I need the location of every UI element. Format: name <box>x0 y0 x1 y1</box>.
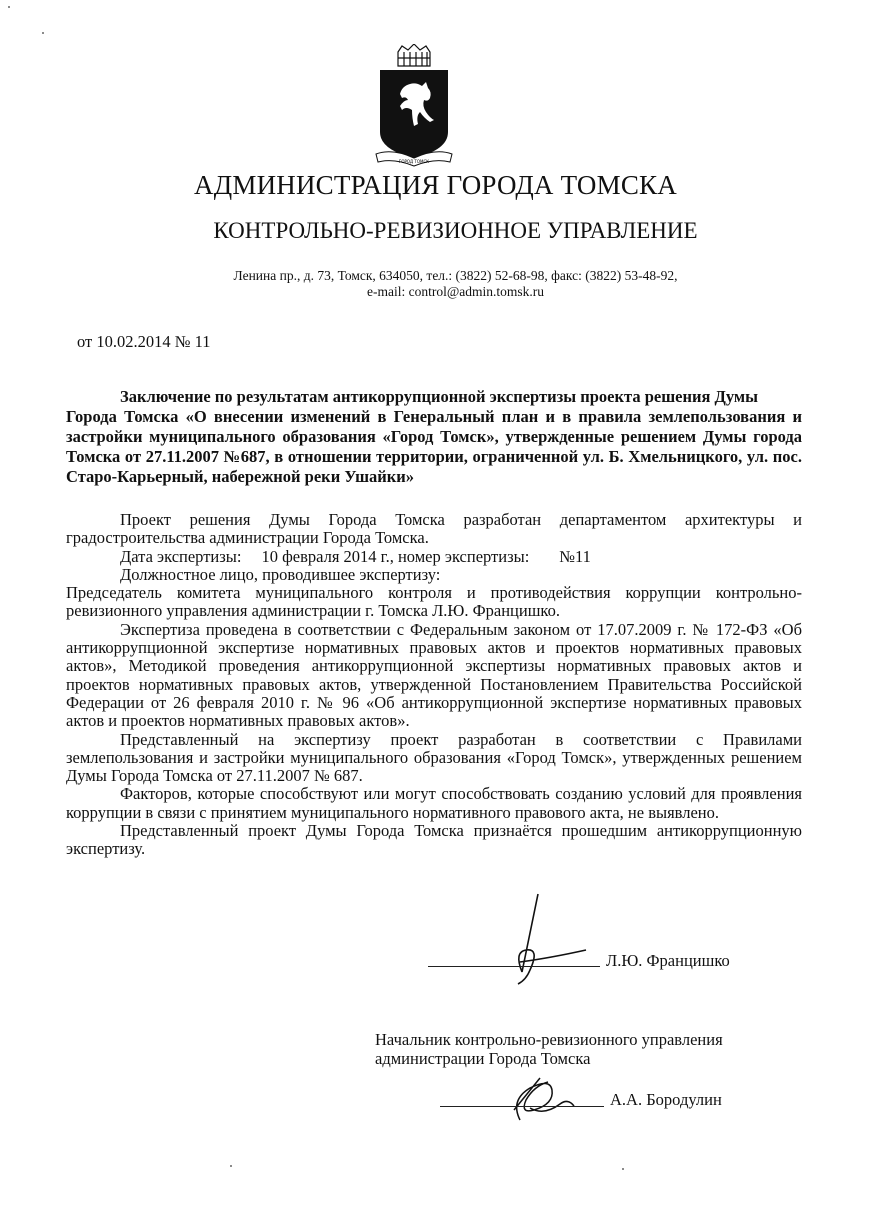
scan-speck <box>622 1168 624 1170</box>
signer-1-name: Л.Ю. Францишко <box>606 951 730 970</box>
chief-title-line-2: администрации Города Томска <box>375 1049 591 1068</box>
paragraph-law: Экспертиза проведена в соответствии с Федеральным законом от 17.07.2009 г. № 172-ФЗ «Об антикоррупционной экспертизе нормативных правовых актов и проектов нормативных правовых актов», Методикой проведения антикоррупционной экспертизы нормативных правовых актов и проектов нормативных правовых актов, утвержденной Постановлением Правительства Российской Федерации от 26 февраля 2010 г. № 96 «Об антикоррупционной экспертизе нормативных правовых актов и проектов нормативных правовых актов». <box>66 619 802 731</box>
paragraph-rules: Представленный на экспертизу проект разработан в соответствии с Правилами землепользования и застройки муниципального образования «Город Томск», утвержденных решением Думы Города Томска от 27.11.2007 № 687. <box>66 729 802 786</box>
crown-icon <box>398 44 430 66</box>
document-body <box>66 511 802 859</box>
scan-speck <box>42 32 44 34</box>
address-line: Ленина пр., д. 73, Томск, 634050, тел.: (3822) 52-68-98, факс: (3822) 53-48-92, <box>233 268 678 283</box>
signature-mark-1 <box>500 892 590 987</box>
exam-date-label: Дата экспертизы: <box>120 546 242 566</box>
paragraph-conclusion: Представленный проект Думы Города Томска признаётся прошедшим антикоррупционную экспертизу. <box>66 821 802 859</box>
scan-speck <box>8 6 10 8</box>
signature-mark-2 <box>500 1070 580 1130</box>
scan-speck <box>230 1165 232 1167</box>
exam-date-line <box>66 548 802 566</box>
paragraph-factors: Факторов, которые способствуют или могут способствовать созданию условий для проявления коррупции в связи с принятием муниципального нормативного правового акта, не выявлено. <box>66 784 802 822</box>
heading-rest: Города Томска «О внесении изменений в Генеральный план и в правила землепользования и застройки муниципального образования «Город Томск», утвержденные решением Думы города Томска от 27.11.2007 №687, в отношении территории, ограниченной ул. Б. Хмельницкого, ул. пос. Старо-Карьерный, набережной реки Ушайки» <box>66 407 802 486</box>
document-heading <box>66 387 802 487</box>
chief-title-line-1: Начальник контрольно-ревизионного управления <box>375 1030 723 1049</box>
org-title: АДМИНИСТРАЦИЯ ГОРОДА ТОМСКА <box>194 170 677 200</box>
signature-line-1 <box>428 966 600 967</box>
heading-line-1: Заключение по результатам антикоррупционной экспертизы проекта решения Думы <box>120 387 759 406</box>
exam-date-value: 10 февраля 2014 г., номер экспертизы: <box>261 546 530 566</box>
address-block <box>0 268 871 300</box>
exam-number: №11 <box>559 546 591 566</box>
tomsk-coat-of-arms-emblem <box>372 44 456 172</box>
ribbon-text: ГОРОД ТОМСК <box>398 159 430 164</box>
signature-line-2 <box>440 1106 604 1107</box>
chief-title <box>375 1030 723 1068</box>
document-reference: от 10.02.2014 № 11 <box>77 332 211 351</box>
paragraph-project: Проект решения Думы Города Томска разработан департаментом архитектуры и градостроительства администрации Города Томска. <box>66 510 802 548</box>
org-subtitle: КОНТРОЛЬНО-РЕВИЗИОННОЕ УПРАВЛЕНИЕ <box>213 218 698 243</box>
official-text: Председатель комитета муниципального контроля и противодействия коррупции контрольно-ревизионного управления администрации г. Томска Л.Ю. Францишко. <box>66 583 802 621</box>
email-line: e-mail: control@admin.tomsk.ru <box>366 284 545 299</box>
signer-2-name: А.А. Бородулин <box>610 1090 722 1109</box>
official-label: Должностное лицо, проводившее экспертизу: <box>120 564 441 584</box>
